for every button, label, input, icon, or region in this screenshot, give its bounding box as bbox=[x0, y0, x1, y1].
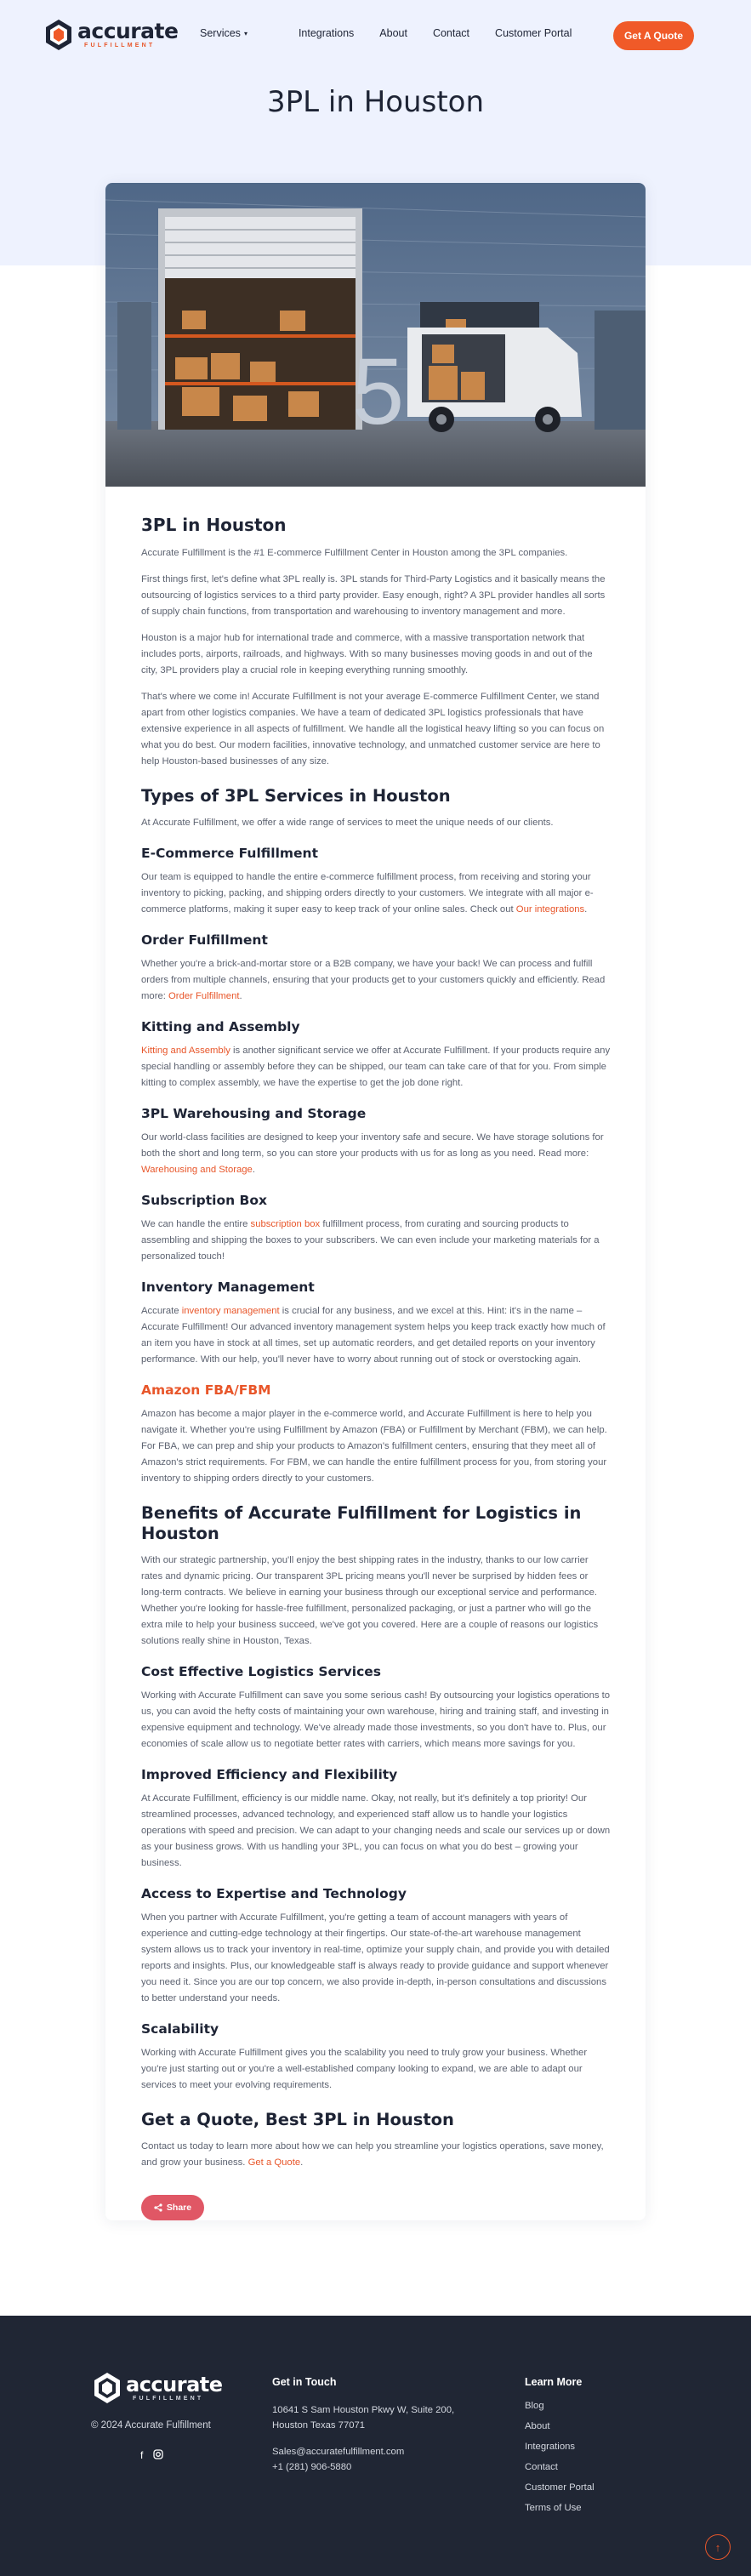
text: Accurate bbox=[141, 1306, 182, 1316]
paragraph: With our strategic partnership, you'll enjoy the best shipping rates in the industry, thanks to our low carrier rates and dynamic pricing. Our transparent 3PL pricing means you'll never be surprised by hidden fees or long-term contracts. We believe in earning your business through our exceptional service and performance. Whether you're looking for hassle-free fulfillment, personalized packaging, or just a partner who will go the extra mile to help your business succeed, we've got you covered. Here are a couple of reasons our logistics solutions really shine in Houston, Texas. bbox=[141, 1555, 599, 1646]
share-button[interactable] bbox=[141, 2195, 204, 2220]
subheading-amazon[interactable]: Amazon FBA/FBM bbox=[141, 1382, 271, 1398]
nav-label: Services bbox=[200, 27, 241, 39]
logo-wordmark: accurate bbox=[126, 2372, 223, 2396]
footer-link-customer-portal[interactable]: Customer Portal bbox=[525, 2482, 595, 2493]
paragraph: That's where we come in! Accurate Fulfillment is not your average E-commerce Fulfillment Center, we stand apart from other logistics companies. We have a team of dedicated 3PL logistics professionals that have extensive experience in all aspects of fulfillment. We handle all the logistical heavy lifting so you can focus on what you do best. Our modern facilities, innovative technology, and unmatched customer service are here to help Houston-based businesses of any size. bbox=[141, 692, 605, 767]
subheading-expertise: Access to Expertise and Technology bbox=[141, 1886, 407, 1901]
paragraph: At Accurate Fulfillment, efficiency is our middle name. Okay, not really, but it's definitely a top priority! Our streamlined processes, advanced technology, and experienced staff allow us to handle your logistics operations with speed and precision. We can adapt to your changing needs and scale our services up or down as your business grows. With us handling your 3PL, you can focus on what you do best – growing your business. bbox=[141, 1793, 611, 1868]
paragraph: Contact us today to learn more about how we can help you streamline your logistics operations, save money, and grow your business. Get a Quote. bbox=[141, 2141, 604, 2168]
paragraph: Amazon has become a major player in the e-commerce world, and Accurate Fulfillment is here to help you navigate it. Whether you're using Fulfillment by Amazon (FBA) or Fulfillment by Merchant (FBM), we can help. For FBA, we can prep and ship your products to Amazon's fulfillment centers, ensuring that they meet all of Amazon's strict requirements. For FBM, we can handle the entire fulfillment process for you, from storing your inventory to shipping orders directly to your customers. bbox=[141, 1409, 607, 1484]
subheading-inventory: Inventory Management bbox=[141, 1279, 315, 1295]
site-footer bbox=[0, 2316, 751, 2576]
svg-text:5: 5 bbox=[352, 339, 405, 444]
text: Whether you're a brick-and-mortar store or a B2B company, we have your back! We can process and fulfill orders from multiple channels, ensuring that your products get to your customers quickly and efficiently. Read more: bbox=[141, 959, 606, 1001]
article-card bbox=[105, 183, 646, 2220]
order-fulfillment-link[interactable]: Order Fulfillment bbox=[168, 991, 240, 1001]
footer-link-integrations[interactable]: Integrations bbox=[525, 2442, 576, 2452]
subheading-subscription-box: Subscription Box bbox=[141, 1193, 268, 1208]
subheading-kitting: Kitting and Assembly bbox=[141, 1019, 300, 1034]
learn-more-heading: Learn More bbox=[525, 2376, 583, 2388]
integrations-link[interactable]: Our integrations bbox=[515, 904, 585, 915]
nav-item-integrations[interactable]: Integrations bbox=[298, 27, 355, 39]
text: is crucial for any business, and we excel at this. Hint: it's in the name – Accurate Fulfillment! Our advanced inventory management system helps you keep track exactly how much of an item you have in stock at all times, set up automatic reorders, and get detailed reports on your inventory performance. With our help, you'll never have to worry about running out of stock or overstocking again. bbox=[141, 1306, 606, 1365]
paragraph bbox=[141, 1043, 611, 1091]
subheading-scalability: Scalability bbox=[141, 2021, 219, 2037]
instagram-icon[interactable] bbox=[153, 2449, 163, 2462]
footer-link-terms[interactable]: Terms of Use bbox=[525, 2503, 582, 2513]
subheading-efficiency: Improved Efficiency and Flexibility bbox=[141, 1767, 398, 1782]
warehousing-link[interactable]: Warehousing and Storage bbox=[141, 1165, 253, 1175]
text: fulfillment process, from curating and sourcing products to assembling and shipping the boxes to your subscribers. We can even include your marketing materials for a personalized touch! bbox=[141, 1219, 600, 1262]
text: Our world-class facilities are designed to keep your inventory safe and secure. We have storage solutions for both the short and long term, so you can store your products with us for as long as you need. Read more: bbox=[141, 1132, 604, 1159]
text: We can handle the entire bbox=[141, 1219, 251, 1229]
arrow-up-icon: ↑ bbox=[714, 2540, 721, 2554]
subheading-warehousing: 3PL Warehousing and Storage bbox=[141, 1106, 367, 1121]
paragraph: Working with Accurate Fulfillment can save you some serious cash! By outsourcing your logistics operations to us, you can avoid the hefty costs of maintaining your own warehouse, hiring and training staff, and investing in expensive equipment and technology. We've already made those investments, so you don't have to. Plus, our economies of scale allow us to negotiate better rates with carriers, which means more savings for you. bbox=[141, 1690, 611, 1749]
section-heading-quote: Get a Quote, Best 3PL in Houston bbox=[141, 2110, 454, 2129]
contact-heading: Get in Touch bbox=[272, 2376, 337, 2388]
article-body bbox=[141, 515, 611, 2220]
phone-link[interactable]: +1 (281) 906-5880 bbox=[272, 2462, 352, 2472]
share-icon bbox=[154, 2203, 162, 2212]
nav-item-services[interactable] bbox=[200, 27, 273, 39]
email-link[interactable]: Sales@accuratefulfillment.com bbox=[272, 2447, 405, 2457]
logo-subtitle: FULFILLMENT bbox=[133, 2395, 204, 2402]
subscription-box-link[interactable]: subscription box bbox=[250, 1219, 321, 1229]
footer-link-blog[interactable]: Blog bbox=[525, 2401, 544, 2411]
paragraph: First things first, let's define what 3PL really is. 3PL stands for Third-Party Logistics and it basically means the outsourcing of logistics services to a third party provider. Easy enough, right? A 3PL provider handles all sorts of supply chain functions, from transportation and warehousing to inventory management and more. bbox=[141, 574, 606, 617]
paragraph: Our world-class facilities are designed to keep your inventory safe and secure. We have storage solutions for both the short and long term, so you can store your products with us for as long as you need. Read more: Warehousing and Storage. bbox=[141, 1132, 604, 1175]
footer-link-contact[interactable]: Contact bbox=[525, 2462, 558, 2472]
nav-item-about[interactable]: About bbox=[379, 27, 407, 39]
intro-paragraph: Accurate Fulfillment is the #1 E-commerce Fulfillment Center in Houston among the 3PL companies. bbox=[141, 548, 568, 558]
text: Contact us today to learn more about how we can help you streamline your logistics operations, save money, and grow your business. bbox=[141, 2141, 604, 2168]
address-line: Houston Texas 77071 bbox=[272, 2420, 366, 2431]
subheading-cost: Cost Effective Logistics Services bbox=[141, 1664, 381, 1679]
section-heading-types: Types of 3PL Services in Houston bbox=[141, 786, 451, 806]
logo-hexagon-icon bbox=[45, 19, 72, 51]
site-logo[interactable] bbox=[45, 19, 178, 51]
nav-item-customer-portal[interactable]: Customer Portal bbox=[495, 27, 572, 39]
text: is another significant service we offer at Accurate Fulfillment. If your products require any special handling or assembly before they can be shipped, our team can take care of that for you. From simple kitting to complex assembly, we have the expertise to get the job done right. bbox=[141, 1046, 611, 1088]
page-title: 3PL in Houston bbox=[267, 85, 484, 119]
kitting-link[interactable]: Kitting and Assembly bbox=[141, 1046, 230, 1056]
paragraph: When you partner with Accurate Fulfillment, you're getting a team of account managers with years of experience and cutting-edge technology at their fingertips. Our state-of-the-art warehouse management system allows us to track your inventory in real-time, optimize your supply chain, and provide you with detailed reports and insights. Plus, our knowledgeable staff is always ready to provide guidance and support whenever you need it. Since you are our top concern, we also provide in-depth, in-person consultations and discussions to better understand your needs. bbox=[141, 1912, 610, 2003]
subheading-ecommerce: E-Commerce Fulfillment bbox=[141, 846, 318, 861]
inventory-management-link[interactable]: inventory management bbox=[181, 1306, 280, 1316]
back-to-top-button[interactable] bbox=[705, 2534, 731, 2560]
paragraph bbox=[141, 1303, 611, 1368]
social-links bbox=[140, 2449, 174, 2462]
paragraph bbox=[141, 1217, 611, 1265]
text: Our team is equipped to handle the entire e-commerce fulfillment process, from receiving and storing your inventory to picking, packing, and shipping orders directly to your customers. We integrate with all major e-commerce platforms, making it super easy to keep track of your online sales. Check out bbox=[141, 872, 594, 915]
article-heading: 3PL in Houston bbox=[141, 515, 287, 535]
paragraph: Our team is equipped to handle the entire e-commerce fulfillment process, from receiving and storing your inventory to picking, packing, and shipping orders directly to your customers. We integrate with all major e-commerce platforms, making it super easy to keep track of your online sales. Check out Our integrations. bbox=[141, 872, 594, 915]
copyright: © 2024 Accurate Fulfillment bbox=[91, 2420, 211, 2431]
chevron-down-icon: ▾ bbox=[243, 29, 247, 37]
facebook-icon[interactable]: f bbox=[140, 2449, 144, 2461]
section-heading-benefits: Benefits of Accurate Fulfillment for Logistics in Houston bbox=[141, 1503, 582, 1543]
paragraph: Working with Accurate Fulfillment gives you the scalability you need to truly grow your business. Whether you're just starting out or you're a well-established company looking to expand, we are able to adapt our services to meet your evolving requirements. bbox=[141, 2048, 588, 2090]
logo-wordmark: accurate bbox=[77, 18, 179, 43]
logo-hexagon-icon bbox=[94, 2372, 121, 2404]
paragraph: Whether you're a brick-and-mortar store or a B2B company, we have your back! We can process and fulfill orders from multiple channels, ensuring that your products get to your customers quickly and efficiently. Read more: Order Fulfillment. bbox=[141, 959, 606, 1001]
subheading-order-fulfillment: Order Fulfillment bbox=[141, 932, 268, 948]
address-line: 10641 S Sam Houston Pkwy W, Suite 200, bbox=[272, 2405, 455, 2415]
paragraph: At Accurate Fulfillment, we offer a wide range of services to meet the unique needs of our clients. bbox=[141, 818, 554, 828]
site-header bbox=[0, 0, 751, 71]
footer-links bbox=[525, 2401, 595, 2523]
nav-item-contact[interactable]: Contact bbox=[432, 27, 470, 39]
contact-details bbox=[272, 2444, 404, 2475]
logo-subtitle: FULFILLMENT bbox=[84, 42, 156, 48]
share-label: Share bbox=[166, 2203, 192, 2213]
get-quote-link[interactable]: Get a Quote bbox=[247, 2157, 301, 2168]
warehouse-photo bbox=[105, 183, 646, 487]
footer-link-about[interactable]: About bbox=[525, 2421, 550, 2431]
main-nav bbox=[200, 27, 597, 39]
get-quote-button[interactable]: Get A Quote bbox=[613, 21, 694, 50]
footer-logo[interactable] bbox=[94, 2372, 223, 2404]
address bbox=[272, 2402, 454, 2433]
paragraph: Houston is a major hub for international trade and commerce, with a massive transportation network that includes ports, airports, railroads, and highways. With so many businesses moving goods in and out of the city, 3PL providers play a crucial role in keeping everything running smoothly. bbox=[141, 633, 593, 675]
